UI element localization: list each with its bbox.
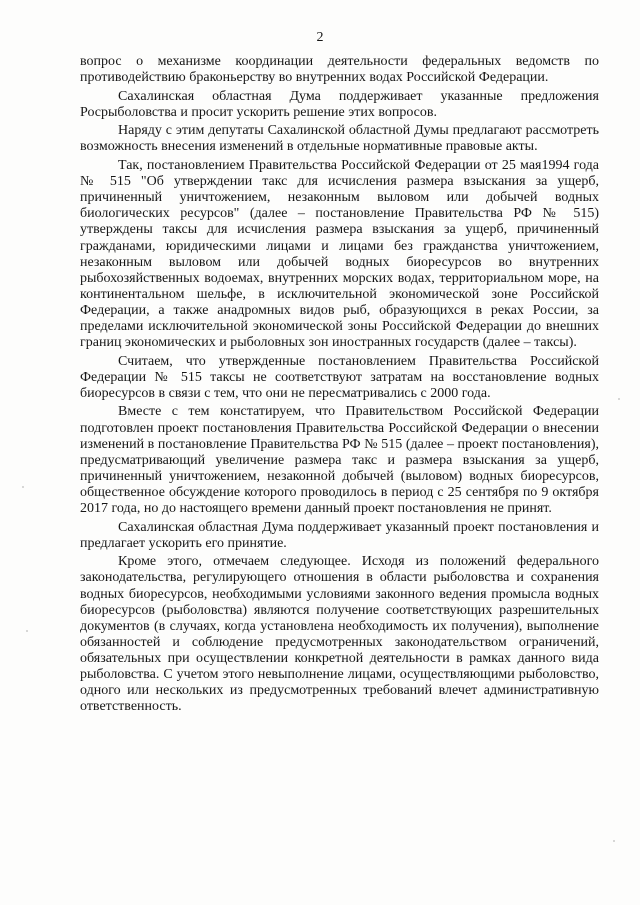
scan-speck xyxy=(26,630,28,632)
paragraph-7: Сахалинская областная Дума поддерживает указанный проект постановления и предлагает ускорить его принятие. xyxy=(80,519,599,551)
paragraph-8: Кроме этого, отмечаем следующее. Исходя из положений федерального законодательства, регулирующего отношения в области рыболовства и сохранения водных биоресурсов, необходимыми условиями законного ведения промысла водных биоресурсов (рыболовства) являются получение соответствующих разрешительных документов (в случаях, когда установлена необходимость их получения), выполнение обязанностей и соблюдение предусмотренных законодательством ограничений, обязательных при осуществлении конкретной деятельности в рамках данного вида рыболовства. С учетом этого невыполнение лицами, осуществляющими рыболовство, одного или нескольких из предусмотренных требований влечет административную ответственность. xyxy=(80,554,599,715)
paragraph-6: Вместе с тем констатируем, что Правительством Российской Федерации подготовлен проект постановления Правительства Российской Федерации о внесении изменений в постановление Правительства РФ № 515 (далее – проект постановления), предусматривающий увеличение размера такс и размера взыскания за ущерб, причиненный уничтожением, незаконной добычей (выловом) водных биоресурсов, общественное обсуждение которого проводилось в период с 25 сентября по 9 октября 2017 года, но до настоящего времени данный проект постановления не принят. xyxy=(80,404,599,517)
scan-speck xyxy=(22,486,24,488)
paragraph-5: Считаем, что утвержденные постановлением Правительства Российской Федерации № 515 таксы не соответствуют затратам на восстановление водных биоресурсов в связи с тем, что они не пересматривались с 2000 года. xyxy=(80,353,599,401)
paragraph-1: вопрос о механизме координации деятельности федеральных ведомств по противодействию браконьерству во внутренних водах Российской Федерации. xyxy=(80,54,599,86)
scan-speck xyxy=(618,398,620,400)
document-body xyxy=(80,54,599,715)
paragraph-4: Так, постановлением Правительства Российской Федерации от 25 мая1994 года № 515 "Об утверждении такс для исчисления размера взыскания за ущерб, причиненный уничтожением, незаконным выловом или добычей водных биологических ресурсов" (далее – постановление Правительства РФ № 515) утверждены таксы для исчисления размера взыскания за ущерб, причиненный гражданами, юридическими лицами и лицами без гражданства уничтожением, незаконным выловом или добычей водных биоресурсов во внутренних рыбохозяйственных водоемах, внутренних морских водах, территориальном море, на континентальном шельфе, в исключительной экономической зоне Российской Федерации, а также анадромных видов рыб, образующихся в реках России, за пределами исключительной экономической зоны Российской Федерации до внешних границ экономических и рыболовных зон иностранных государств (далее – таксы). xyxy=(80,158,599,351)
paragraph-3: Наряду с этим депутаты Сахалинской областной Думы предлагают рассмотреть возможность внесения изменений в отдельные нормативные правовые акты. xyxy=(80,123,599,155)
paragraph-2: Сахалинская областная Дума поддерживает указанные предложения Росрыболовства и просит ускорить решение этих вопросов. xyxy=(80,88,599,120)
scan-speck xyxy=(613,840,615,842)
page-number: 2 xyxy=(316,30,324,45)
